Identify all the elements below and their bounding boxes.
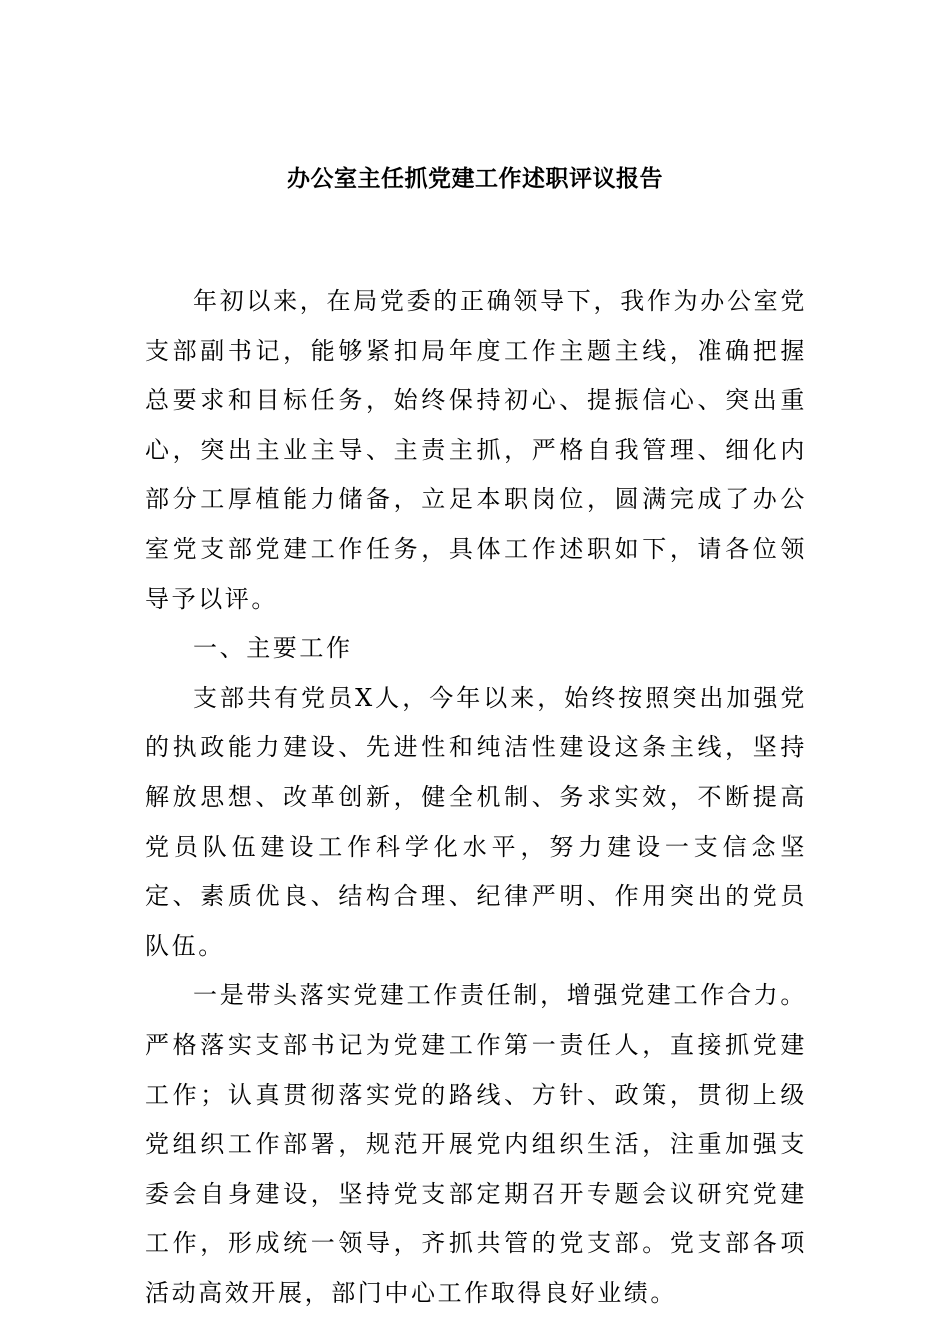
section-heading-main-work: 一、主要工作 <box>193 634 353 663</box>
paragraph-branch-overview: 支部共有党员X人，今年以来，始终按照突出加强党的执政能力建设、先进性和纯洁性建设这条主线，坚持解放思想、改革创新，健全机制、务求实效，不断提高党员队伍建设工作科学化水平，努力建设一支信念坚定、素质优良、结构合理、纪律严明、作用突出的党员队伍。 <box>145 683 807 960</box>
paragraph-intro: 年初以来，在局党委的正确领导下，我作为办公室党支部副书记，能够紧扣局年度工作主题主线，准确把握总要求和目标任务，始终保持初心、提振信心、突出重心，突出主业主导、主责主抓，严格自我管理、细化内部分工厚植能力储备，立足本职岗位，圆满完成了办公室党支部党建工作任务，具体工作述职如下，请各位领导予以评。 <box>145 287 807 613</box>
document-body <box>145 277 807 1318</box>
paragraph-responsibility-system: 一是带头落实党建工作责任制，增强党建工作合力。严格落实支部书记为党建工作第一责任人，直接抓党建工作；认真贯彻落实党的路线、方针、政策，贯彻上级党组织工作部署，规范开展党内组织生活，注重加强支委会自身建设，坚持党支部定期召开专题会议研究党建工作，形成统一领导，齐抓共管的党支部。党支部各项活动高效开展，部门中心工作取得良好业绩。 <box>145 981 807 1307</box>
document-title: 办公室主任抓党建工作述职评议报告 <box>287 166 663 192</box>
